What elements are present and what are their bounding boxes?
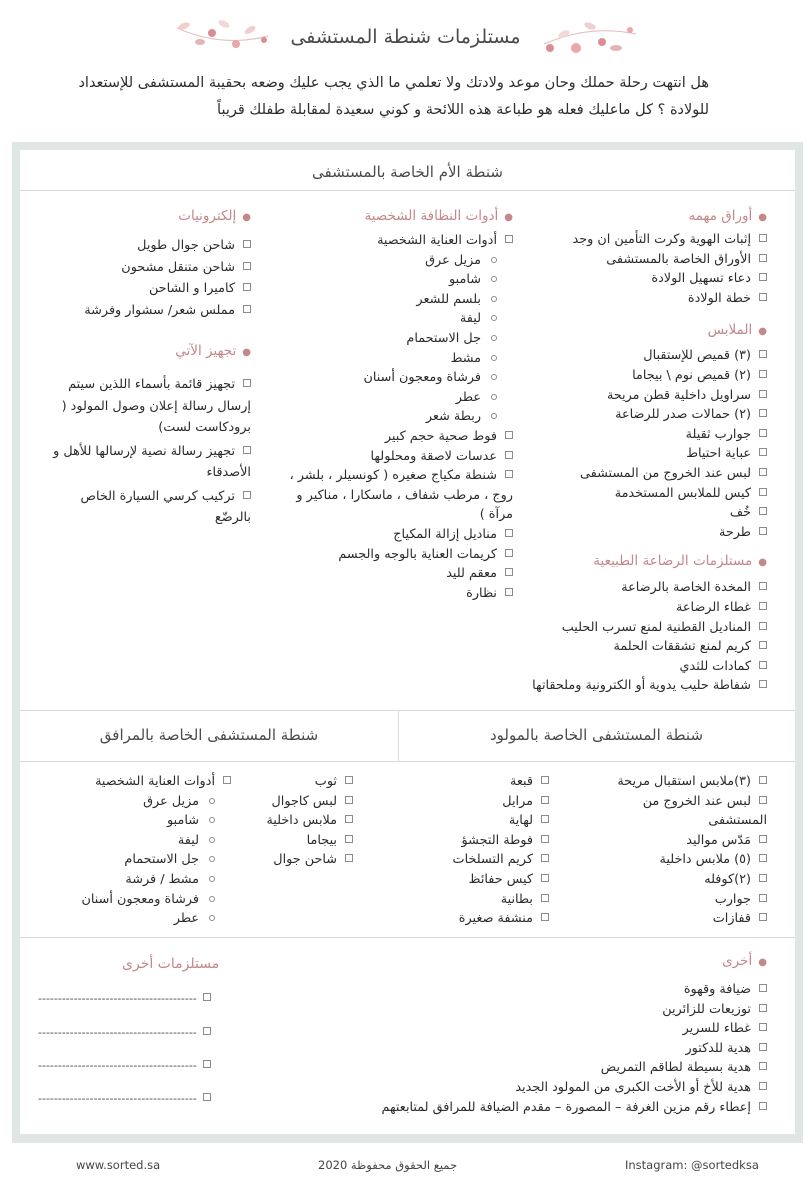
circle-bullet-icon[interactable]	[491, 335, 497, 341]
newborn-column-1	[617, 772, 767, 929]
checkbox-icon[interactable]	[759, 409, 767, 417]
other-column	[347, 950, 767, 1117]
checklist-subitem[interactable]: مزيل عرق	[71, 792, 231, 812]
page-title: مستلزمات شنطة المستشفى	[290, 26, 521, 48]
checkbox-icon[interactable]	[505, 470, 513, 478]
checkbox-icon[interactable]	[759, 293, 767, 301]
category-prepare: ●تجهيز الآتي	[175, 343, 251, 359]
checklist-item[interactable]: كيس حفائظ	[419, 870, 549, 890]
checklist-item[interactable]: شنطة مكياج صغيره ( كونسيلر ، بلشر ، روج ، مرطب شفاف ، ماسكارا ، مناكير و مرآة )	[289, 468, 513, 523]
checklist-item[interactable]: مملس شعر/ سشوار وفرشة	[51, 300, 251, 322]
checklist-item[interactable]: منشفة صغيرة	[419, 909, 549, 929]
checkbox-icon[interactable]	[759, 913, 767, 921]
category-important-papers: ●أوراق مهمه	[688, 208, 767, 224]
checkbox-icon[interactable]	[759, 507, 767, 515]
checkbox-icon[interactable]	[759, 661, 767, 669]
checkbox-icon[interactable]	[759, 622, 767, 630]
checkbox-icon[interactable]	[759, 1023, 767, 1031]
checkbox-icon[interactable]	[759, 488, 767, 496]
checklist-item[interactable]: فوط صحية حجم كبير	[283, 427, 513, 447]
checklist-subitem[interactable]: فرشاة ومعجون أسنان	[283, 368, 513, 388]
circle-bullet-icon[interactable]	[209, 896, 215, 902]
circle-bullet-icon[interactable]	[491, 374, 497, 380]
checkbox-icon[interactable]	[243, 240, 251, 248]
checklist-item[interactable]: الأوراق الخاصة بالمستشفى	[507, 250, 767, 270]
checkbox-icon[interactable]	[759, 1043, 767, 1051]
mother-left-column	[51, 205, 251, 529]
checklist-item[interactable]: (٣)ملابس استقبال مريحة	[617, 772, 767, 792]
checklist-item[interactable]: خُف	[507, 503, 767, 523]
checklist-item[interactable]: المخدة الخاصة بالرضاعة	[507, 578, 767, 598]
checklist-subitem[interactable]: ربطة شعر	[283, 407, 513, 427]
mother-right-column	[507, 205, 767, 696]
newborn-column-2	[419, 772, 549, 929]
checklist-subitem[interactable]: شامبو	[71, 811, 231, 831]
checklist-item[interactable]: (٢) حمالات صدر للرضاعة	[507, 405, 767, 425]
checkbox-icon[interactable]	[243, 446, 251, 454]
category-clothes: ●الملابس	[707, 322, 767, 339]
checklist-item[interactable]: لهاية	[419, 811, 549, 831]
checkbox-icon[interactable]	[223, 776, 231, 784]
checklist-item[interactable]: تجهيز رسالة نصية لإرسالها للأهل و الأصدقاء	[53, 443, 251, 480]
checkbox-icon[interactable]	[345, 776, 353, 784]
website-link[interactable]: www.sorted.sa	[76, 1158, 161, 1172]
checkbox-icon[interactable]	[759, 582, 767, 590]
checklist-item[interactable]: ثوب	[233, 772, 353, 792]
intro-paragraph: هل انتهت رحلة حملك وحان موعد ولادتك ولا تعلمي ما الذي يجب عليك وضعه بحقيبة المستشفى للإستعداد للولادة ؟ كل ماعليك فعله هو طباعة هذه اللائحة و كوني سعيدة لمقابلة طفلك قريباً	[78, 75, 709, 118]
checklist-subitem[interactable]: عطر	[283, 388, 513, 408]
checkbox-icon[interactable]	[505, 235, 513, 243]
checklist-item[interactable]: (٢) قميص نوم \ بيجاما	[507, 366, 767, 386]
mother-bag-heading: شنطة الأم الخاصة بالمستشفى	[312, 163, 503, 181]
circle-bullet-icon[interactable]	[491, 257, 497, 263]
checkbox-icon[interactable]	[541, 913, 549, 921]
category-electronics: ●إلكترونيات	[178, 208, 251, 224]
checkbox-icon[interactable]	[243, 491, 251, 499]
checkbox-icon[interactable]	[345, 815, 353, 823]
clothes-list	[507, 346, 767, 542]
checklist-item[interactable]: لبس كاجوال	[233, 792, 353, 812]
category-other: ●أخرى	[722, 953, 767, 969]
divider	[20, 710, 795, 711]
checkbox-icon[interactable]	[759, 602, 767, 610]
checklist-item[interactable]: طرحة	[507, 523, 767, 543]
checklist-item[interactable]: شاحن متنقل مشحون	[51, 257, 251, 279]
checklist-subitem[interactable]: ليفة	[283, 309, 513, 329]
checklist-item[interactable]: كمادات للثدي	[507, 657, 767, 677]
checkbox-icon[interactable]	[759, 984, 767, 992]
checkbox-icon[interactable]	[505, 451, 513, 459]
page-header	[0, 14, 811, 62]
checkbox-icon[interactable]	[243, 262, 251, 270]
checklist-item[interactable]: كريمات العناية بالوجه والجسم	[283, 545, 513, 565]
checkbox-icon[interactable]	[759, 448, 767, 456]
checklist-item[interactable]: (٢)كوفله	[617, 870, 767, 890]
checklist-item[interactable]: (٥) ملابس داخلية	[617, 850, 767, 870]
blank-line-row[interactable]: ----------------------------------------	[38, 1026, 298, 1039]
checklist-item[interactable]: (٣) قميص للإستقبال	[507, 346, 767, 366]
checkbox-icon[interactable]	[759, 894, 767, 902]
checklist-item[interactable]: تجهيز قائمة بأسماء اللذين سيتم إرسال رسالة إعلان وصول المولود ( برودكاست لست)	[61, 377, 251, 435]
checklist-item[interactable]: ضيافة وقهوة	[347, 980, 767, 1000]
checkbox-icon[interactable]	[759, 234, 767, 242]
checkbox-icon[interactable]	[505, 549, 513, 557]
checkbox-icon[interactable]	[541, 835, 549, 843]
blank-line-row[interactable]: ----------------------------------------	[38, 1092, 298, 1105]
checkbox-icon[interactable]	[505, 529, 513, 537]
page-footer	[0, 1158, 811, 1178]
checkbox-icon[interactable]	[759, 1082, 767, 1090]
checklist-item[interactable]: هدية للأخ أو الأخت الكبرى من المولود الجديد	[347, 1078, 767, 1098]
divider	[20, 937, 795, 938]
checklist-item[interactable]: لبس عند الخروج من المستشفى	[642, 793, 767, 829]
circle-bullet-icon[interactable]	[209, 837, 215, 843]
checkbox-icon[interactable]	[759, 273, 767, 281]
checkbox-icon[interactable]	[759, 1102, 767, 1110]
checkbox-icon[interactable]	[759, 776, 767, 784]
papers-list	[507, 230, 767, 308]
checkbox-icon[interactable]	[759, 429, 767, 437]
circle-bullet-icon[interactable]	[209, 876, 215, 882]
checkbox-icon[interactable]	[759, 1062, 767, 1070]
checkbox-icon[interactable]	[759, 390, 767, 398]
checklist-item[interactable]: إعطاء رقم مزين الغرفة – المصورة – مقدم الضيافة للمرافق لمتابعتهم	[347, 1098, 767, 1118]
checklist-item[interactable]: سراويل داخلية قطن مريحة	[507, 386, 767, 406]
checkbox-icon[interactable]	[759, 854, 767, 862]
checklist-item[interactable]: دعاء تسهيل الولادة	[507, 269, 767, 289]
circle-bullet-icon[interactable]	[209, 817, 215, 823]
checklist-item[interactable]: غطاء الرضاعة	[507, 598, 767, 618]
checklist-item[interactable]: قفازات	[617, 909, 767, 929]
checklist-item[interactable]: جوارب	[617, 890, 767, 910]
checklist-item[interactable]: تركيب كرسي السيارة الخاص بالرضّع	[80, 488, 251, 525]
checklist-item[interactable]: غطاء للسرير	[347, 1019, 767, 1039]
checkbox-icon[interactable]	[759, 835, 767, 843]
checklist-item[interactable]: كاميرا و الشاحن	[51, 278, 251, 300]
other-list	[347, 980, 767, 1117]
floral-sprig-right-icon	[540, 18, 640, 58]
circle-bullet-icon[interactable]	[491, 296, 497, 302]
checklist-subitem[interactable]: مزيل عرق	[283, 251, 513, 271]
category-breastfeeding: ●مستلزمات الرضاعة الطبيعية	[593, 553, 767, 570]
checkbox-icon[interactable]	[759, 1004, 767, 1012]
checkbox-icon[interactable]	[243, 283, 251, 291]
checklist-subitem[interactable]: فرشاة ومعجون أسنان	[71, 890, 231, 910]
checkbox-icon[interactable]	[505, 568, 513, 576]
checklist-item[interactable]: عدسات لاصقة ومحلولها	[283, 447, 513, 467]
instagram-link[interactable]: Instagram: @sortedksa	[625, 1158, 759, 1172]
checklist-item[interactable]: شاحن جوال طويل	[51, 235, 251, 257]
checklist-item[interactable]: بيجاما	[233, 831, 353, 851]
checklist-subitem[interactable]: مشط / فرشة	[71, 870, 231, 890]
checkbox-icon[interactable]	[345, 796, 353, 804]
checklist-item[interactable]: فوطة التجشؤ	[419, 831, 549, 851]
checklist-item[interactable]: نظارة	[283, 584, 513, 604]
divider	[20, 190, 795, 191]
checkbox-icon[interactable]	[345, 835, 353, 843]
checklist-item[interactable]: شفاطة حليب يدوية أو الكترونية وملحقاتها	[507, 676, 767, 696]
checkbox-icon[interactable]	[243, 305, 251, 313]
circle-bullet-icon[interactable]	[491, 276, 497, 282]
checkbox-icon[interactable]	[541, 796, 549, 804]
copyright-text: جميع الحقوق محفوظة 2020	[318, 1158, 458, 1172]
checklist-item[interactable]: إثبات الهوية وكرت التأمين ان وجد	[507, 230, 767, 250]
circle-bullet-icon[interactable]	[209, 915, 215, 921]
checkbox-icon[interactable]	[505, 588, 513, 596]
checklist-item[interactable]: لبس عند الخروج من المستشفى	[507, 464, 767, 484]
checklist-subitem[interactable]: جل الاستحمام	[71, 850, 231, 870]
checkbox-icon[interactable]	[541, 894, 549, 902]
checkbox-icon[interactable]	[243, 379, 251, 387]
checklist-item[interactable]: هدية للدكتور	[347, 1039, 767, 1059]
checklist-item[interactable]: المناديل القطنية لمنع تسرب الحليب	[507, 618, 767, 638]
checkbox-icon[interactable]	[759, 680, 767, 688]
electronics-list	[51, 235, 251, 321]
checklist-item[interactable]: شاحن جوال	[233, 850, 353, 870]
checklist-item[interactable]: خطة الولادة	[507, 289, 767, 309]
checklist-item[interactable]: كريم التسلخات	[419, 850, 549, 870]
checklist-subitem[interactable]: جل الاستحمام	[283, 329, 513, 349]
checkbox-icon[interactable]	[541, 815, 549, 823]
checklist-subitem[interactable]: مشط	[283, 349, 513, 369]
circle-bullet-icon[interactable]	[491, 394, 497, 400]
hygiene-list	[283, 231, 513, 603]
checklist-item[interactable]: مناديل إزالة المكياج	[283, 525, 513, 545]
checklist-item[interactable]: معقم لليد	[283, 564, 513, 584]
checklist-subitem[interactable]: بلسم للشعر	[283, 290, 513, 310]
checklist-subitem[interactable]: عطر	[71, 909, 231, 929]
checklist-subitem[interactable]: شامبو	[283, 270, 513, 290]
checkbox-icon[interactable]	[759, 370, 767, 378]
companion-column-1	[233, 772, 353, 870]
checkbox-icon[interactable]	[541, 854, 549, 862]
checkbox-icon[interactable]	[759, 468, 767, 476]
checkbox-icon[interactable]	[203, 993, 211, 1001]
checkbox-icon[interactable]	[759, 796, 767, 804]
companion-bag-heading: شنطة المستشفى الخاصة بالمرافق	[99, 726, 319, 744]
checkbox-icon[interactable]	[541, 874, 549, 882]
checklist-item[interactable]: أدوات العناية الشخصية	[283, 231, 513, 251]
checkbox-icon[interactable]	[203, 1027, 211, 1035]
checklist-item[interactable]: أدوات العناية الشخصية	[71, 772, 231, 792]
checklist-item[interactable]: ملابس داخلية	[233, 811, 353, 831]
circle-bullet-icon[interactable]	[491, 413, 497, 419]
mother-middle-column	[283, 205, 513, 603]
checkbox-icon[interactable]	[759, 527, 767, 535]
checkbox-icon[interactable]	[759, 641, 767, 649]
newborn-bag-heading: شنطة المستشفى الخاصة بالمولود	[489, 726, 704, 744]
checkbox-icon[interactable]	[203, 1060, 211, 1068]
checklist-item[interactable]: مَدّس مواليد	[617, 831, 767, 851]
checklist-subitem[interactable]: ليفة	[71, 831, 231, 851]
blank-line-row[interactable]: ----------------------------------------	[38, 992, 298, 1005]
checkbox-icon[interactable]	[345, 854, 353, 862]
category-hygiene: ●أدوات النظافة الشخصية	[364, 208, 513, 224]
prepare-list	[51, 374, 251, 529]
blank-line-row[interactable]: ----------------------------------------	[38, 1059, 298, 1072]
companion-column-2	[71, 772, 231, 929]
checklist-item[interactable]: كريم لمنع تشققات الحلمة	[507, 637, 767, 657]
checklist-item[interactable]: عباية احتياط	[507, 444, 767, 464]
checkbox-icon[interactable]	[759, 874, 767, 882]
divider	[20, 761, 795, 762]
circle-bullet-icon[interactable]	[209, 856, 215, 862]
checkbox-icon[interactable]	[203, 1093, 211, 1101]
checklist-item[interactable]: كيس للملابس المستخدمة	[507, 484, 767, 504]
checkbox-icon[interactable]	[759, 254, 767, 262]
breastfeeding-list	[507, 578, 767, 696]
other-supplies-heading: مستلزمات أخرى	[122, 956, 220, 972]
checkbox-icon[interactable]	[541, 776, 549, 784]
checklist-item[interactable]: توزيعات للزائرين	[347, 1000, 767, 1020]
circle-bullet-icon[interactable]	[491, 355, 497, 361]
circle-bullet-icon[interactable]	[209, 798, 215, 804]
circle-bullet-icon[interactable]	[491, 315, 497, 321]
checklist-item[interactable]: مرايل	[419, 792, 549, 812]
checklist-item[interactable]: بطانية	[419, 890, 549, 910]
checklist-item[interactable]: جوارب ثقيلة	[507, 425, 767, 445]
checkbox-icon[interactable]	[759, 350, 767, 358]
checklist-item[interactable]: قبعة	[419, 772, 549, 792]
checklist-item[interactable]: هدية بسيطة لطاقم التمريض	[347, 1058, 767, 1078]
checkbox-icon[interactable]	[505, 431, 513, 439]
